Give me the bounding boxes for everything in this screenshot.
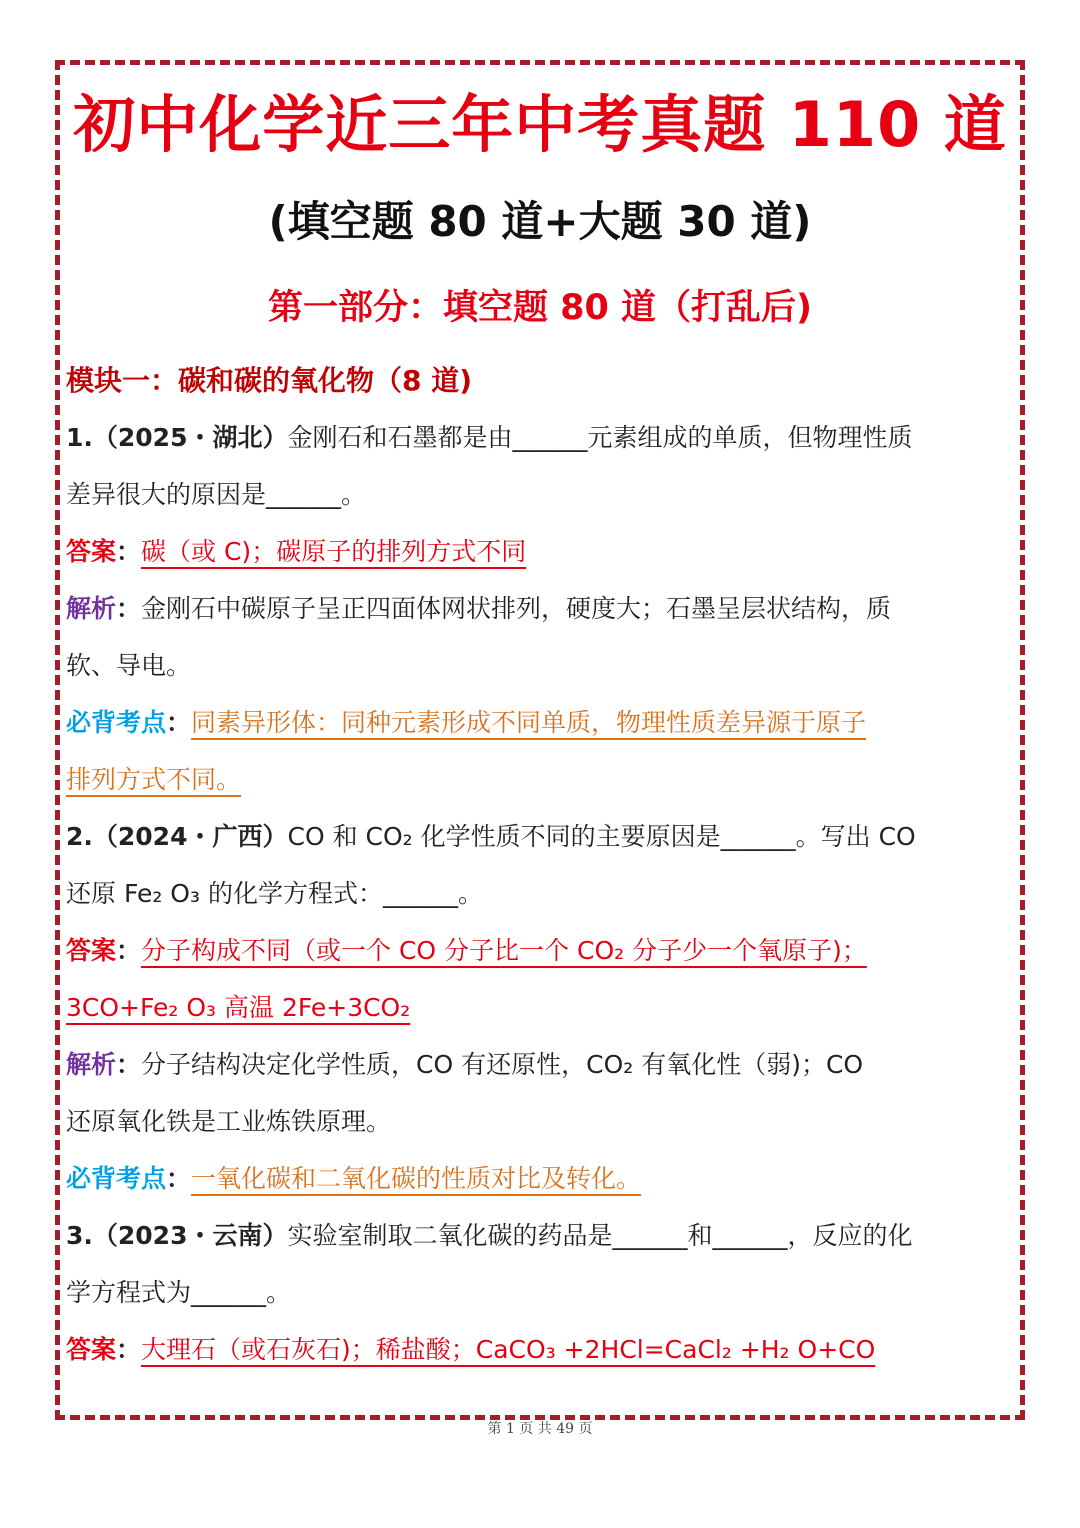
- analysis-row-cont: [66, 1093, 1016, 1150]
- analysis-row: [66, 1036, 1016, 1093]
- part-title: 第一部分：填空题 80 道（打乱后): [267, 288, 813, 328]
- document-title: 初中化学近三年中考真题 110 道: [73, 88, 1007, 161]
- answer-text: 分子构成不同（或一个 CO 分子比一个 CO₂ 分子少一个氧原子)；: [141, 936, 867, 965]
- analysis-row: [66, 580, 1016, 637]
- analysis-row-cont: [66, 637, 1016, 694]
- analysis-text: 软、导电。: [66, 651, 192, 680]
- module-title: 模块一：碳和碳的氧化物（8 道): [66, 364, 473, 397]
- key-point-row: [66, 694, 1016, 751]
- key-point-text: 同素异形体：同种元素形成不同单质，物理性质差异源于原子: [191, 708, 867, 737]
- question-3-line-2: [66, 1264, 1016, 1321]
- colon: ：: [116, 936, 142, 965]
- colon: ：: [116, 1050, 142, 1079]
- question-text: 还原 Fe₂ O₃ 的化学方程式：______。: [66, 879, 483, 908]
- question-2-line-1: [66, 808, 1016, 865]
- colon: ：: [116, 1335, 142, 1364]
- key-point-row: [66, 1150, 1016, 1207]
- answer-row: [66, 523, 1016, 580]
- question-1-line-1: [66, 409, 1016, 466]
- key-point-text: 排列方式不同。: [66, 765, 242, 794]
- key-point-text: 一氧化碳和二氧化碳的性质对比及转化。: [191, 1164, 642, 1193]
- question-3-line-1: [66, 1207, 1016, 1264]
- question-text: 实验室制取二氧化碳的药品是______和______，反应的化: [287, 1221, 913, 1250]
- analysis-text: 分子结构决定化学性质，CO 有还原性，CO₂ 有氧化性（弱)；CO: [141, 1050, 864, 1079]
- question-2-line-2: [66, 865, 1016, 922]
- question-source: 2.（2024・广西）: [66, 822, 288, 851]
- module-heading: [66, 352, 1016, 409]
- question-text: 金刚石和石墨都是由______元素组成的单质，但物理性质: [287, 423, 913, 452]
- colon: ：: [116, 594, 142, 623]
- page-footer: 第 1 页 共 49 页: [487, 1421, 593, 1437]
- answer-text: 碳（或 C)；碳原子的排列方式不同: [141, 537, 527, 566]
- analysis-label: 解析: [66, 1050, 117, 1079]
- question-text: 差异很大的原因是______。: [66, 480, 367, 509]
- document-subtitle: (填空题 80 道+大题 30 道): [268, 197, 812, 246]
- answer-label: 答案: [66, 936, 117, 965]
- colon: ：: [166, 1164, 192, 1193]
- key-point-label: 必背考点: [66, 708, 167, 737]
- question-text: CO 和 CO₂ 化学性质不同的主要原因是______。写出 CO: [287, 822, 916, 851]
- analysis-label: 解析: [66, 594, 117, 623]
- key-point-label: 必背考点: [66, 1164, 167, 1193]
- answer-row: [66, 1321, 1016, 1378]
- answer-row-cont: [66, 979, 1016, 1036]
- answer-label: 答案: [66, 1335, 117, 1364]
- colon: ：: [166, 708, 192, 737]
- content-body: [66, 352, 1016, 1378]
- answer-label: 答案: [66, 537, 117, 566]
- analysis-text: 金刚石中碳原子呈正四面体网状排列，硬度大；石墨呈层状结构，质: [141, 594, 892, 623]
- answer-text: 大理石（或石灰石)；稀盐酸；CaCO₃ +2HCl=CaCl₂ +H₂ O+CO: [141, 1335, 876, 1364]
- colon: ：: [116, 537, 142, 566]
- key-point-row-cont: [66, 751, 1016, 808]
- question-text: 学方程式为______。: [66, 1278, 292, 1307]
- question-source: 3.（2023・云南）: [66, 1221, 288, 1250]
- answer-row: [66, 922, 1016, 979]
- question-source: 1.（2025・湖北）: [66, 423, 288, 452]
- analysis-text: 还原氧化铁是工业炼铁原理。: [66, 1107, 392, 1136]
- question-1-line-2: [66, 466, 1016, 523]
- answer-text: 3CO+Fe₂ O₃ 高温 2Fe+3CO₂: [66, 993, 411, 1022]
